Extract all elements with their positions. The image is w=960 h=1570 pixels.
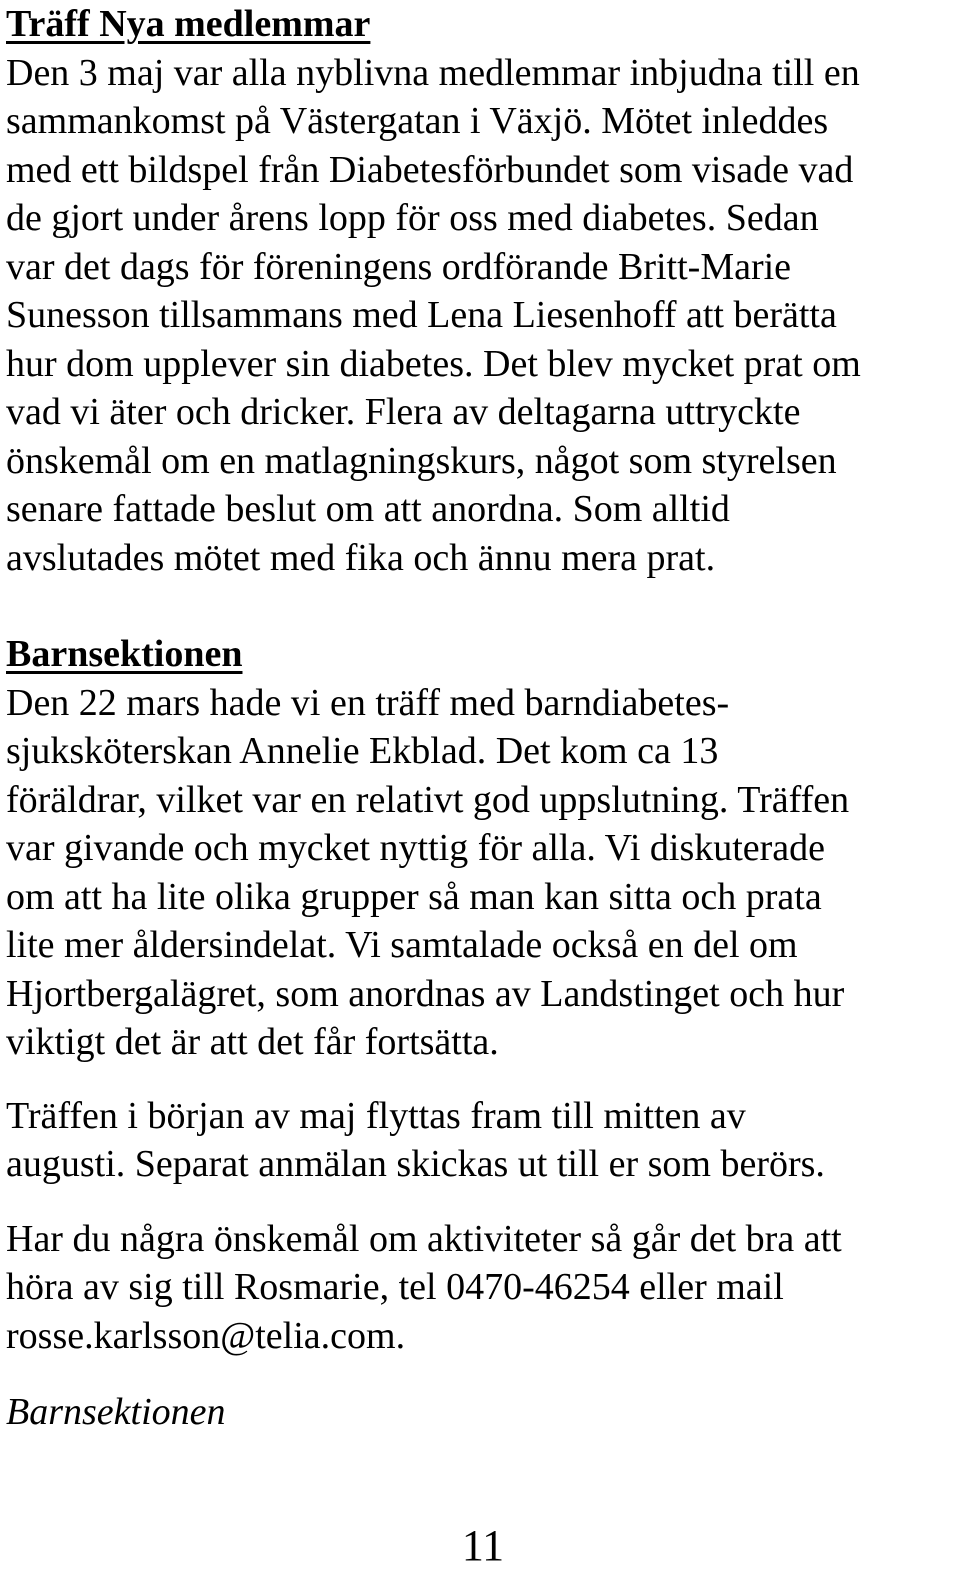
section-traff-nya-medlemmar	[6, 0, 958, 582]
text-line: var det dags för föreningens ordförande Britt-Marie	[6, 245, 792, 288]
text-line: Träffen i början av maj flyttas fram till mitten av	[6, 1094, 746, 1137]
text-line: föräldrar, vilket var en relativt god uppslutning. Träffen	[6, 778, 850, 821]
section-heading: Träff Nya medlemmar	[6, 3, 371, 45]
text-line: avslutades mötet med fika och ännu mera prat.	[6, 536, 716, 579]
text-line: om att ha lite olika grupper så man kan sitta och prata	[6, 875, 822, 918]
text-line: sjuksköterskan Annelie Ekblad. Det kom ca 13	[6, 730, 719, 772]
section-heading: Barnsektionen	[6, 633, 243, 675]
text-line: Sunesson tillsammans med Lena Liesenhoff att berätta	[6, 294, 837, 336]
signature: Barnsektionen	[6, 1391, 226, 1433]
text-line: lite mer åldersindelat. Vi samtalade också en del om	[6, 924, 798, 966]
text-line: hur dom upplever sin diabetes. Det blev mycket prat om	[6, 342, 861, 385]
text-line: var givande och mycket nyttig för alla. Vi diskuterade	[6, 827, 826, 869]
text-line: rosse.karlsson@telia.com.	[6, 1314, 406, 1357]
text-line: med ett bildspel från Diabetesförbundet som visade vad	[6, 148, 854, 191]
paragraph	[6, 1092, 958, 1189]
document-page	[6, 0, 958, 1437]
page-number: 11	[461, 1521, 505, 1570]
text-line: Den 3 maj var alla nyblivna medlemmar inbjudna till en	[6, 51, 860, 94]
text-line: de gjort under årens lopp för oss med diabetes. Sedan	[6, 197, 819, 239]
text-line: Hjortbergalägret, som anordnas av Landstinget och hur	[6, 972, 845, 1015]
text-line: sammankomst på Västergatan i Växjö. Mötet inleddes	[6, 100, 829, 142]
text-line: viktigt det är att det får fortsätta.	[6, 1021, 499, 1063]
text-line: Har du några önskemål om aktiviteter så går det bra att	[6, 1217, 842, 1260]
text-line: önskemål om en matlagningskurs, något som styrelsen	[6, 439, 837, 482]
text-line: vad vi äter och dricker. Flera av deltagarna uttryckte	[6, 391, 801, 433]
text-line: höra av sig till Rosmarie, tel 0470-46254 eller mail	[6, 1266, 784, 1308]
paragraph	[6, 679, 958, 1067]
text-line: augusti. Separat anmälan skickas ut till er som berörs.	[6, 1143, 825, 1185]
paragraph	[6, 49, 958, 583]
text-line: Den 22 mars hade vi en träff med barndiabetes-	[6, 681, 730, 724]
section-barnsektionen	[6, 630, 958, 1067]
text-line: senare fattade beslut om att anordna. Som alltid	[6, 488, 730, 530]
paragraph	[6, 1215, 958, 1361]
